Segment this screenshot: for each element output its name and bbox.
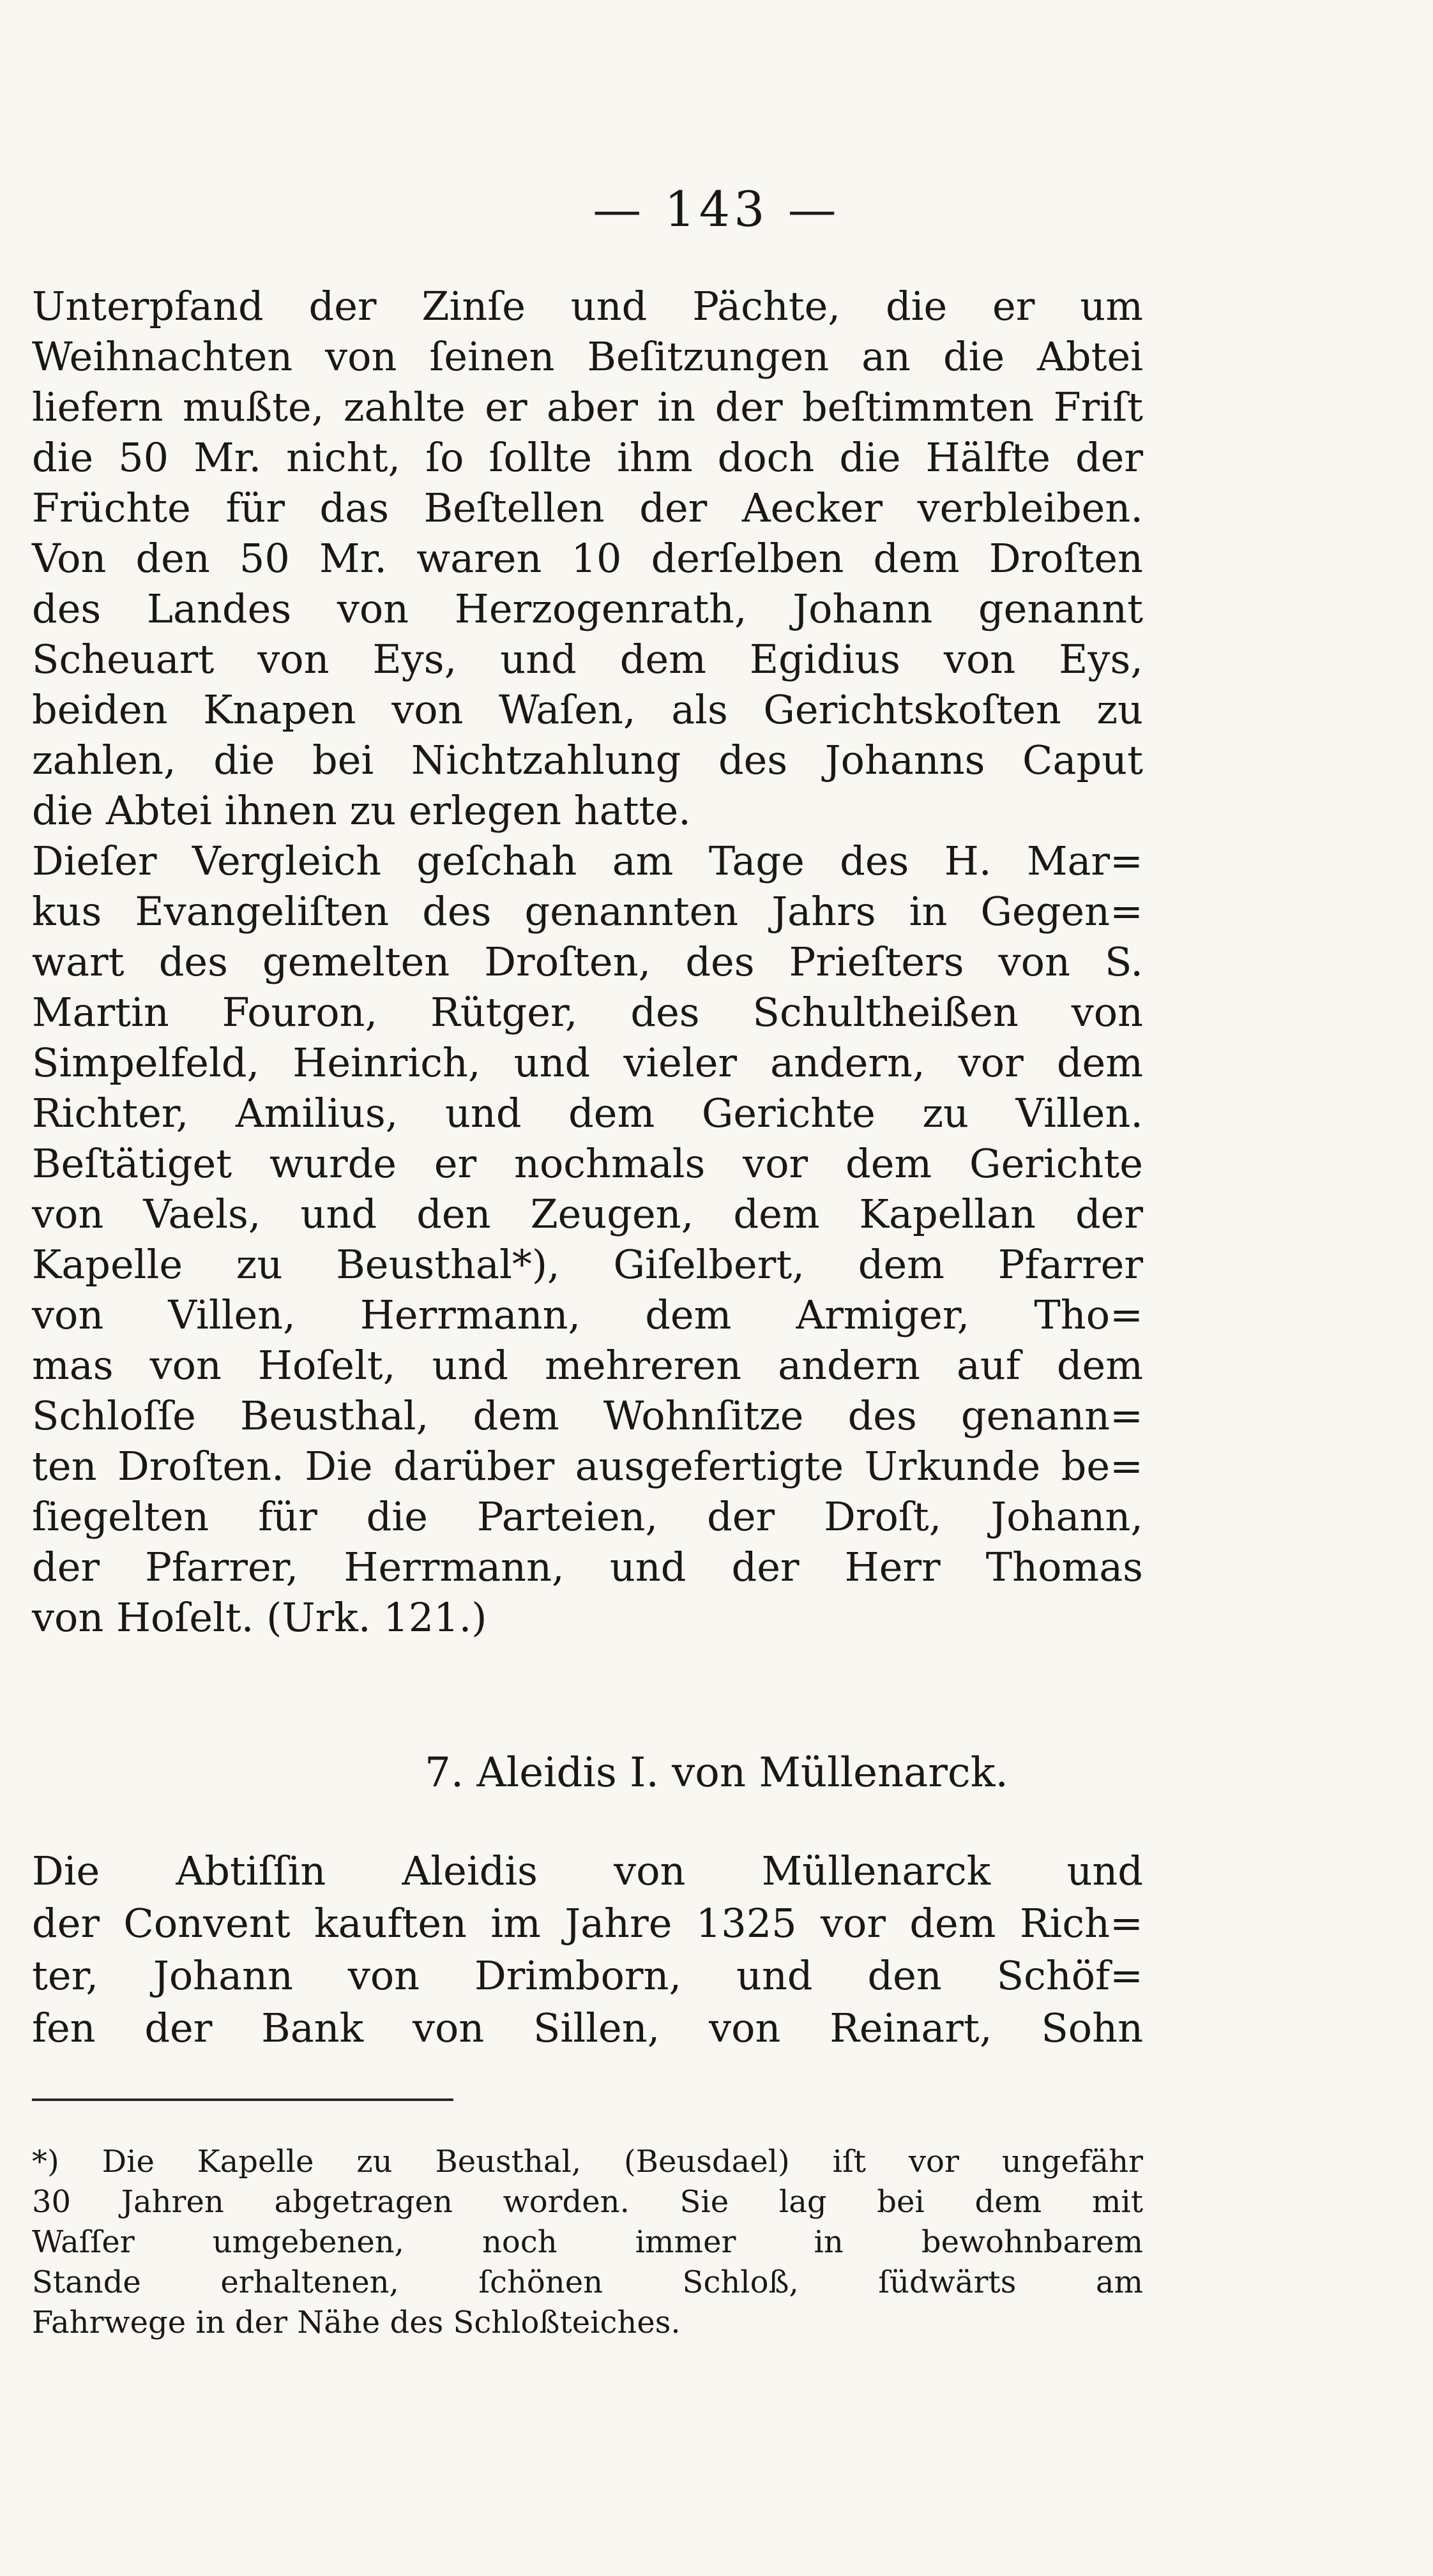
page-number: — 143 — — [593, 181, 840, 237]
text-line: der Convent kauften im Jahre 1325 vor dem Rich= — [32, 1900, 1143, 1947]
text-line: beiden Knapen von Waſen, als Gerichtskoſten zu — [32, 686, 1143, 733]
footnote-line: Stande erhaltenen, ſchönen Schloß, ſüdwärts am — [32, 2264, 1143, 2300]
text-line: der Pfarrer, Herrmann, und der Herr Thomas — [32, 1544, 1143, 1590]
text-line: Richter, Amilius, und dem Gerichte zu Villen. — [32, 1090, 1143, 1136]
footnote — [32, 2142, 1143, 2343]
text-line: von Villen, Herrmann, dem Armiger, Tho= — [32, 1292, 1143, 1338]
text-line: Martin Fouron, Rütger, des Schultheißen von — [32, 989, 1143, 1036]
text-line: mas von Hoſelt, und mehreren andern auf dem — [32, 1342, 1143, 1389]
section-heading: 7. Aleidis I. von Müllenarck. — [425, 1749, 1008, 1796]
text-line: wart des gemelten Droſten, des Prieſters von S. — [32, 938, 1143, 985]
text-line: liefern mußte, zahlte er aber in der beſtimmten Friſt — [32, 384, 1143, 430]
text-line: ter, Johann von Drimborn, und den Schöf= — [32, 1952, 1143, 1999]
text-line: Unterpfand der Zinſe und Pächte, die er um — [32, 283, 1143, 329]
footnote-line: Waſſer umgebenen, noch immer in bewohnbarem — [32, 2224, 1143, 2260]
text-line: Weihnachten von ſeinen Beſitzungen an die Abtei — [32, 333, 1143, 380]
text-line: Scheuart von Eys, und dem Egidius von Eys, — [32, 636, 1143, 682]
text-line: zahlen, die bei Nichtzahlung des Johanns Caput — [32, 737, 1143, 783]
text-line: Von den 50 Mr. waren 10 derſelben dem Droſten — [32, 535, 1143, 582]
main-text — [32, 281, 1143, 1643]
text-line: kus Evangeliſten des genannten Jahrs in Gegen= — [32, 888, 1143, 935]
text-line: Simpelfeld, Heinrich, und vieler andern, vor dem — [32, 1039, 1143, 1086]
footnote-line: *) Die Kapelle zu Beusthal, (Beusdael) iſt vor ungefähr — [32, 2144, 1143, 2180]
text-line: Kapelle zu Beusthal*), Giſelbert, dem Pfarrer — [32, 1241, 1143, 1288]
text-line: von Vaels, und den Zeugen, dem Kapellan der — [32, 1191, 1143, 1237]
text-line: Schloſſe Beusthal, dem Wohnſitze des genann= — [32, 1392, 1143, 1439]
footnote-line: Fahrwege in der Nähe des Schloßteiches. — [32, 2305, 681, 2340]
text-line: die 50 Mr. nicht, ſo ſollte ihm doch die Hälfte der — [32, 434, 1143, 481]
text-line: ten Droſten. Die darüber ausgefertigte Urkunde be= — [32, 1443, 1143, 1489]
text-line: fen der Bank von Sillen, von Reinart, Sohn — [32, 2005, 1143, 2051]
text-line: Die Abtiſſin Aleidis von Müllenarck und — [32, 1848, 1143, 1894]
text-line: von Hoſelt. (Urk. 121.) — [32, 1594, 487, 1641]
footnote-divider — [32, 2098, 453, 2101]
text-line: Dieſer Vergleich geſchah am Tage des H. Mar= — [32, 838, 1143, 884]
footnote-line: 30 Jahren abgetragen worden. Sie lag bei dem mit — [32, 2184, 1143, 2220]
text-line: die Abtei ihnen zu erlegen hatte. — [32, 787, 691, 834]
text-line: Früchte für das Beſtellen der Aecker verbleiben. — [32, 485, 1143, 531]
section-text — [32, 1845, 1143, 2054]
text-line: des Landes von Herzogenrath, Johann genannt — [32, 585, 1143, 632]
text-line: ſiegelten für die Parteien, der Droſt, Johann, — [32, 1493, 1143, 1540]
text-line: Beſtätiget wurde er nochmals vor dem Gerichte — [32, 1140, 1143, 1187]
